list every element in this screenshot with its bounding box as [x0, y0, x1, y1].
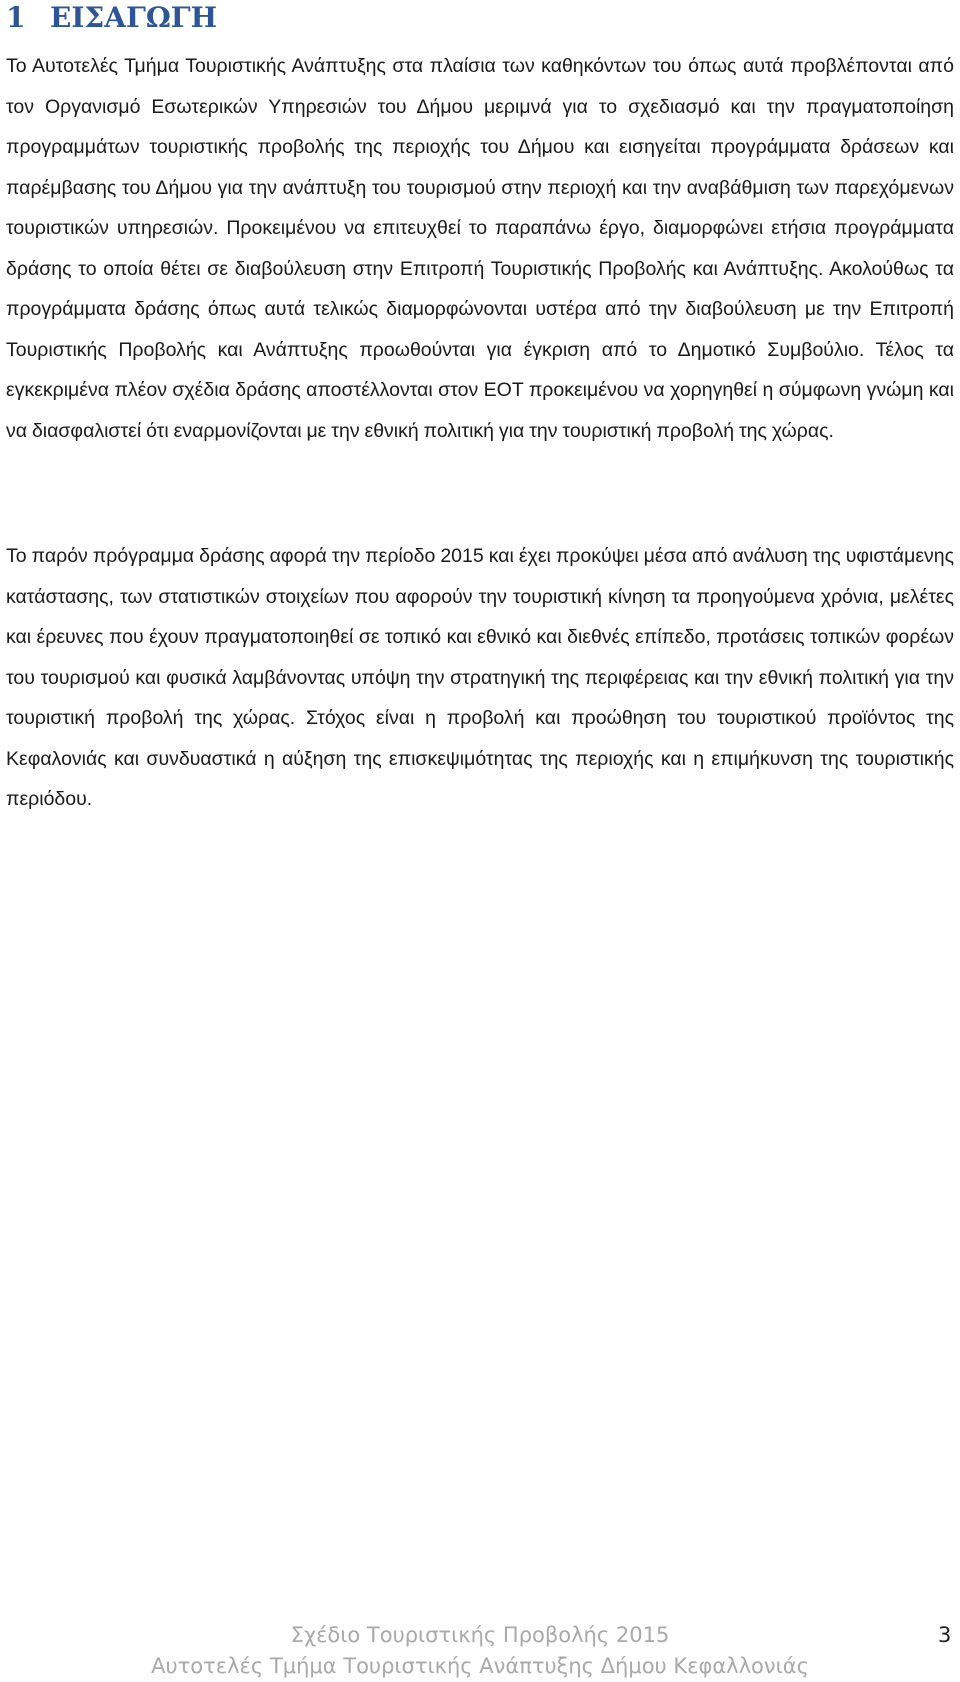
- section-number: 1: [6, 1, 26, 34]
- section-title: ΕΙΣΑΓΩΓΗ: [50, 1, 218, 34]
- page-number: 3: [938, 1623, 952, 1647]
- footer-department: Αυτοτελές Τμήμα Τουριστικής Ανάπτυξης Δήμου Κεφαλλονιάς: [151, 1654, 809, 1678]
- footer-title: Σχέδιο Τουριστικής Προβολής 2015: [290, 1623, 670, 1647]
- body-paragraph-1: Το Αυτοτελές Τμήμα Τουριστικής Ανάπτυξης στα πλαίσια των καθηκόντων του όπως αυτά προβλέπονται από τον Οργανισμό Εσωτερικών Υπηρεσιών του Δήμου μεριμνά για το σχεδιασμό και την πραγματοποίηση προγραμμάτων τουριστικής προβολής της περιοχής του Δήμου και εισηγείται προγράμματα δράσεων και παρέμβασης του Δήμου για την ανάπτυξη του τουρισμού στην περιοχή και την αναβάθμιση των παρεχόμενων τουριστικών υπηρεσιών. Προκειμένου να επιτευχθεί το παραπάνω έργο, διαμορφώνει ετήσια προγράμματα δράσης το οποία θέτει σε διαβούλευση στην Επιτροπή Τουριστικής Προβολής και Ανάπτυξης. Ακολούθως τα προγράμματα δράσης όπως αυτά τελικώς διαμορφώνονται υστέρα από την διαβούλευση με την Επιτροπή Τουριστικής Προβολής και Ανάπτυξης προωθούνται για έγκριση από το Δημοτικό Συμβούλιο. Τέλος τα εγκεκριμένα πλέον σχέδια δράσης αποστέλλονται στον ΕΟΤ προκειμένου να χορηγηθεί η σύμφωνη γνώμη και να διασφαλιστεί ότι εναρμονίζονται με την εθνική πολιτική για την τουριστική προβολή της χώρας.: [6, 55, 954, 442]
- body-paragraph-2: Το παρόν πρόγραμμα δράσης αφορά την περίοδο 2015 και έχει προκύψει μέσα από ανάλυση της υφιστάμενης κατάστασης, των στατιστικών στοιχείων που αφορούν την τουριστική κίνηση τα προηγούμενα χρόνια, μελέτες και έρευνες που έχουν πραγματοποιηθεί σε τοπικό και εθνικό και διεθνές επίπεδο, προτάσεις τοπικών φορέων του τουρισμού και φυσικά λαμβάνοντας υπόψη την στρατηγική της περιφέρειας και την εθνική πολιτική για την τουριστική προβολή της χώρας. Στόχος είναι η προβολή και προώθηση του τουριστικού προϊόντος της Κεφαλονιάς και συνδυαστικά η αύξηση της επισκεψιμότητας της περιοχής και η επιμήκυνση της τουριστικής περιόδου.: [6, 545, 954, 810]
- section-heading: [6, 0, 217, 36]
